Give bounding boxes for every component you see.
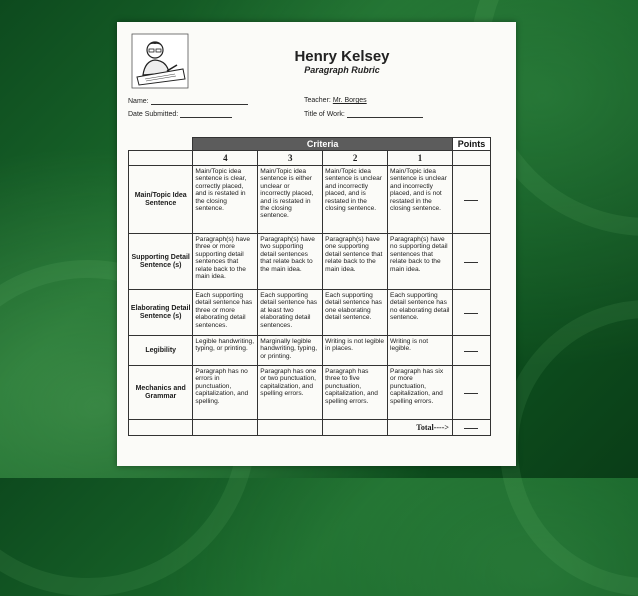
teacher-value: Mr. Borges [332,97,367,104]
rubric-cell: Paragraph(s) have three or more supporting detail sentences that relate back to the main idea. [193,234,258,290]
total-row-blank [258,420,323,436]
rubric-cell: Paragraph has three to five punctuation, capitalization, and spelling errors. [323,366,388,420]
rubric-cell: Marginally legible handwriting, typing, or printing. [258,336,323,366]
table-row [129,290,491,336]
rubric-cell: Paragraph has six or more punctuation, capitalization, and spelling errors. [388,366,453,420]
background-swirl [500,300,638,596]
criteria-header: Criteria [193,138,453,151]
table-row [129,166,491,234]
rubric-cell: Main/Topic idea sentence is unclear and incorrectly placed, and is restated in the closing sentence. [323,166,388,234]
points-cell[interactable] [452,366,490,420]
rubric-cell: Each supporting detail sentence has no elaborating detail sentence. [388,290,453,336]
table-header-row [129,138,491,151]
rubric-cell: Main/Topic idea sentence is unclear and incorrectly placed, and is not restated in the closing sentence. [388,166,453,234]
points-cell[interactable] [452,234,490,290]
points-cell[interactable] [452,290,490,336]
level-row-corner [129,151,193,166]
name-label: Name: [128,98,149,105]
level-3: 3 [258,151,323,166]
points-blank[interactable] [464,313,478,314]
rubric-cell: Main/Topic idea sentence is clear, correctly placed, and is restated in the closing sentence. [193,166,258,234]
teacher-field [304,97,367,104]
date-field [128,110,232,118]
student-writing-clipart-icon [131,33,189,89]
title-of-work-field [304,110,423,118]
row-label: Mechanics and Grammar [129,366,193,420]
row-label: Elaborating Detail Sentence (s) [129,290,193,336]
row-label: Supporting Detail Sentence (s) [129,234,193,290]
level-4: 4 [193,151,258,166]
level-row-points [452,151,490,166]
points-cell[interactable] [452,166,490,234]
title-of-work-label: Title of Work: [304,111,345,118]
header-corner [129,138,193,151]
rubric-cell: Paragraph(s) have no supporting detail sentences that relate back to the main idea. [388,234,453,290]
points-blank[interactable] [464,351,478,352]
total-row-blank [193,420,258,436]
title-of-work-blank [347,110,423,118]
points-blank[interactable] [464,200,478,201]
rubric-cell: Writing is not legible in places. [323,336,388,366]
rubric-cell: Paragraph has no errors in punctuation, capitalization, and spelling. [193,366,258,420]
rubric-cell: Paragraph has one or two punctuation, capitalization, and spelling errors. [258,366,323,420]
row-label: Legibility [129,336,193,366]
points-cell[interactable] [452,336,490,366]
total-row-blank [129,420,193,436]
rubric-page [117,22,516,466]
date-label: Date Submitted: [128,111,179,118]
level-row [129,151,491,166]
table-row [129,336,491,366]
points-header: Points [452,138,490,151]
points-blank[interactable] [464,262,478,263]
total-points-cell[interactable] [452,420,490,436]
teacher-label: Teacher: [304,97,331,104]
name-field [128,97,248,105]
table-row [129,234,491,290]
row-label: Main/Topic Idea Sentence [129,166,193,234]
rubric-cell: Each supporting detail sentence has one elaborating detail sentence. [323,290,388,336]
rubric-cell: Main/Topic idea sentence is either unclear or incorrectly placed, and is restated in the closing sentence. [258,166,323,234]
rubric-table [128,137,491,436]
total-row [129,420,491,436]
page-subtitle: Paragraph Rubric [304,65,380,75]
page-title: Henry Kelsey [294,48,390,65]
rubric-cell: Writing is not legible. [388,336,453,366]
points-blank[interactable] [464,393,478,394]
rubric-cell: Legible handwriting, typing, or printing. [193,336,258,366]
level-2: 2 [323,151,388,166]
rubric-cell: Each supporting detail sentence has three or more elaborating detail sentences. [193,290,258,336]
level-1: 1 [388,151,453,166]
rubric-cell: Each supporting detail sentence has at least two elaborating detail sentences. [258,290,323,336]
total-row-blank [323,420,388,436]
table-row [129,366,491,420]
total-points-blank[interactable] [464,428,478,429]
name-blank [151,97,248,105]
date-blank [180,110,232,118]
total-label: Total----> [388,420,453,436]
rubric-cell: Paragraph(s) have one supporting detail sentence that relate back to the main idea. [323,234,388,290]
rubric-cell: Paragraph(s) have two supporting detail sentences that relate back to the main idea. [258,234,323,290]
